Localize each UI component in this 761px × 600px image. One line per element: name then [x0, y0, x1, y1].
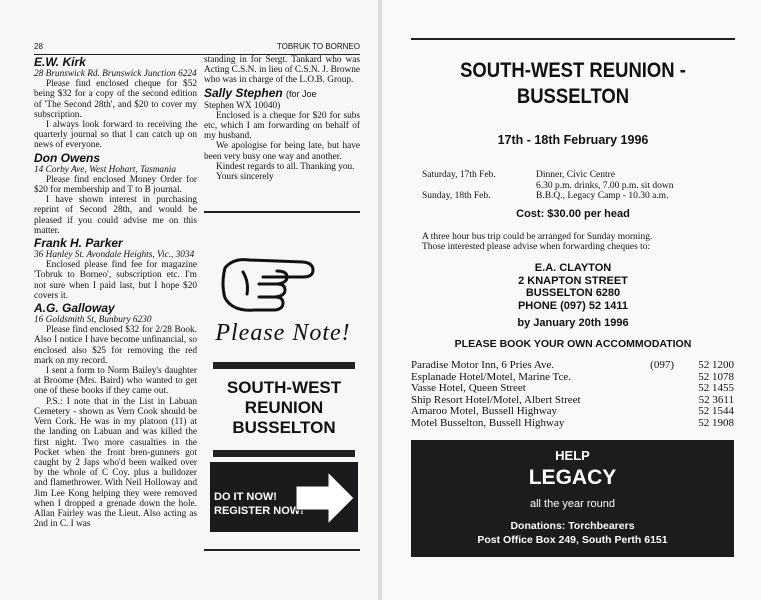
hotel-row: [411, 406, 736, 418]
letter-author: Frank H. Parker: [34, 236, 123, 251]
column-rule-top: [204, 211, 360, 213]
hotel-phone: 52 1544: [698, 405, 734, 417]
contact-address: [411, 262, 735, 312]
hotel-area-code: (097): [650, 359, 674, 371]
page-number: 28: [34, 42, 43, 51]
letter-signoff: Yours sincerely: [216, 172, 274, 183]
letter-author: E.W. Kirk: [34, 55, 86, 69]
ad-divider: [213, 362, 355, 369]
hotel-name: Ship Resort Hotel/Motel, Albert Street: [411, 393, 581, 406]
hotel-row: [411, 360, 736, 372]
letter-address: 16 Goldsmith St, Bunbury 6230: [34, 315, 152, 326]
top-rule: [411, 38, 735, 40]
letter-author-line: [204, 87, 360, 101]
register-banner: [210, 462, 358, 532]
letter-text: Please find enclosed Money Order for $20 for membership and T to B journal.: [34, 174, 197, 196]
hotel-name: Paradise Motor Inn, 6 Pries Ave.: [411, 359, 555, 371]
letter-text: Please find enclosed $32 for 2/28 Book. Also I notice I have become unfinancial, so enclosed also $25 for removing the red mark on my record.: [34, 325, 197, 366]
ad-reunion-heading: [210, 378, 358, 438]
hotel-phone: 52 1200: [698, 359, 734, 371]
letter-author: Sally Stephen: [204, 85, 283, 100]
column-rule-bottom: [204, 549, 360, 551]
legacy-donations: Donations: Torchbearers: [510, 520, 635, 532]
schedule-day: Sunday, 18th Feb.: [422, 190, 491, 201]
hotel-name: Vasse Hotel, Queen Street: [411, 382, 526, 394]
please-note-heading: Please Note!: [215, 320, 351, 346]
arrow-right-icon: [294, 470, 356, 526]
reunion-title: [430, 58, 715, 110]
letters-column-1: [34, 55, 197, 529]
note-line: A three hour bus trip could be arranged for Sunday morning.: [422, 232, 653, 242]
letter-text: Enclosed is a cheque for $20 for subs etc, which I am forwarding on behalf of my husband.: [204, 110, 360, 142]
schedule-events: [536, 170, 674, 202]
contact-line: PHONE (097) 52 1411: [517, 299, 629, 312]
note-line: Those interested please advise when forwarding cheques to:: [422, 242, 651, 252]
letter-author: Don Owens: [34, 150, 101, 165]
hotel-row: [411, 418, 736, 430]
schedule-event: 6.30 p.m. drinks, 7.00 p.m. sit down: [536, 180, 674, 191]
letter-author: A.G. Galloway: [34, 301, 115, 316]
deadline: by January 20th 1996: [517, 317, 629, 329]
cta-line: REGISTER NOW!: [214, 505, 304, 517]
cost-line: Cost: $30.00 per head: [516, 208, 630, 220]
schedule-days: [422, 170, 496, 201]
letter-address: 14 Corby Ave, West Hobart, Tasmania: [34, 164, 176, 175]
hotel-phone: 52 1908: [698, 416, 734, 429]
letter-text: P.S.: I note that in the List in Labuan Cemetery - shown as Vern Cook should be Vern Cork. He was in my platoon (11) at the landing on Labuan and was killed the first night. Two more casualties in the Pocket when the front bren-gunners got caught by 2 Japs who'd been walked over by the whole of C Coy. plus a bulldozer and flamethrower. With Neil Holloway and Jim Lee Kong helping they were removed when I dropped a grenade down the hole. Allan Fairley was the Lieut. Also acting as 2nd in C. I was: [34, 396, 197, 530]
hotel-row: [411, 383, 736, 395]
running-title: TOBRUK TO BORNEO: [276, 42, 360, 51]
contact-line: E.A. CLAYTON: [534, 262, 612, 274]
ad-line: SOUTH-WEST: [226, 378, 342, 397]
ad-line: REUNION: [244, 398, 324, 417]
letter-text: We apologise for being late, but have been very busy one way and another.: [204, 141, 360, 162]
letters-column-2: [204, 55, 360, 182]
page-header: [34, 42, 360, 55]
letter-text: standing in for Sergt. Tankard who was Acting C.S.N. in lieu of C.S.N. J. Browne who was in charge of the L.O.B. Group.: [204, 55, 360, 86]
cta-line: DO IT NOW!: [214, 491, 277, 503]
hotel-name: Motel Busselton, Bussell Highway: [411, 416, 565, 429]
letter-text: Enclosed please find fee for magazine 'Tobruk to Borneo', subscription etc. I'm not sure when I paid last, but I hope $20 covers it.: [34, 260, 197, 301]
letter-author-note: Stephen WX 10040): [204, 100, 281, 111]
schedule-event: B.B.Q., Legacy Camp - 10.30 a.m.: [536, 191, 669, 201]
hotel-name: Esplanade Hotel/Motel, Marine Tce.: [411, 370, 572, 383]
page-gutter: [378, 0, 382, 600]
accommodation-heading: PLEASE BOOK YOUR OWN ACCOMMODATION: [454, 338, 692, 350]
letter-text: Please find enclosed cheque for $52 being $32 for a copy of the second edition of 'The Second 28th', and $20 to cover my subscription.: [34, 79, 197, 120]
hotel-list: [411, 360, 736, 429]
letter-text: I have shown interest in purchasing reprint of Second 28th, and would be pleased if you could advise me on this matter.: [34, 195, 197, 236]
ad-divider: [213, 450, 355, 457]
legacy-address: Post Office Box 249, South Perth 6151: [477, 534, 668, 546]
bus-trip-note: [422, 232, 722, 252]
ad-line: BUSSELTON: [232, 418, 336, 437]
contact-line: BUSSELTON 6280: [525, 287, 621, 299]
letter-address: 36 Hanley St. Avondale Heights, Vic., 3034: [34, 250, 195, 261]
letter-text: I always look forward to receiving the quarterly journal so that I can catch up on news of everyone.: [34, 120, 197, 151]
legacy-tagline: all the year round: [530, 498, 615, 510]
title-line: SOUTH-WEST REUNION -: [460, 59, 686, 82]
title-line: BUSSELTON: [516, 85, 630, 108]
legacy-help: HELP: [555, 448, 590, 463]
pointing-hand-icon: [219, 250, 329, 316]
hotel-phone: 52 3611: [698, 393, 734, 406]
letter-address: 28 Brunswick Rd. Brunswick Junction 6224: [34, 69, 197, 79]
letter-author-note: (for Joe: [286, 88, 317, 99]
reunion-dates: 17th - 18th February 1996: [497, 133, 649, 147]
hotel-phone: 52 1455: [698, 382, 734, 394]
legacy-banner: [411, 440, 734, 557]
letter-text: I sent a form to Norm Bailey's daughter at Broome (Mrs. Baird) who wanted to get one of these books if they came out.: [34, 366, 197, 397]
legacy-title: LEGACY: [528, 466, 617, 489]
hotel-name: Amaroo Motel, Bussell Highway: [411, 405, 558, 417]
contact-line: 2 KNAPTON STREET: [518, 274, 628, 287]
schedule-event: Dinner, Civic Centre: [536, 170, 616, 180]
letter-text: Kindest regards to all. Thanking you.: [216, 161, 355, 172]
schedule-day: Saturday, 17th Feb.: [422, 170, 496, 180]
hotel-phone: 52 1078: [698, 370, 734, 383]
